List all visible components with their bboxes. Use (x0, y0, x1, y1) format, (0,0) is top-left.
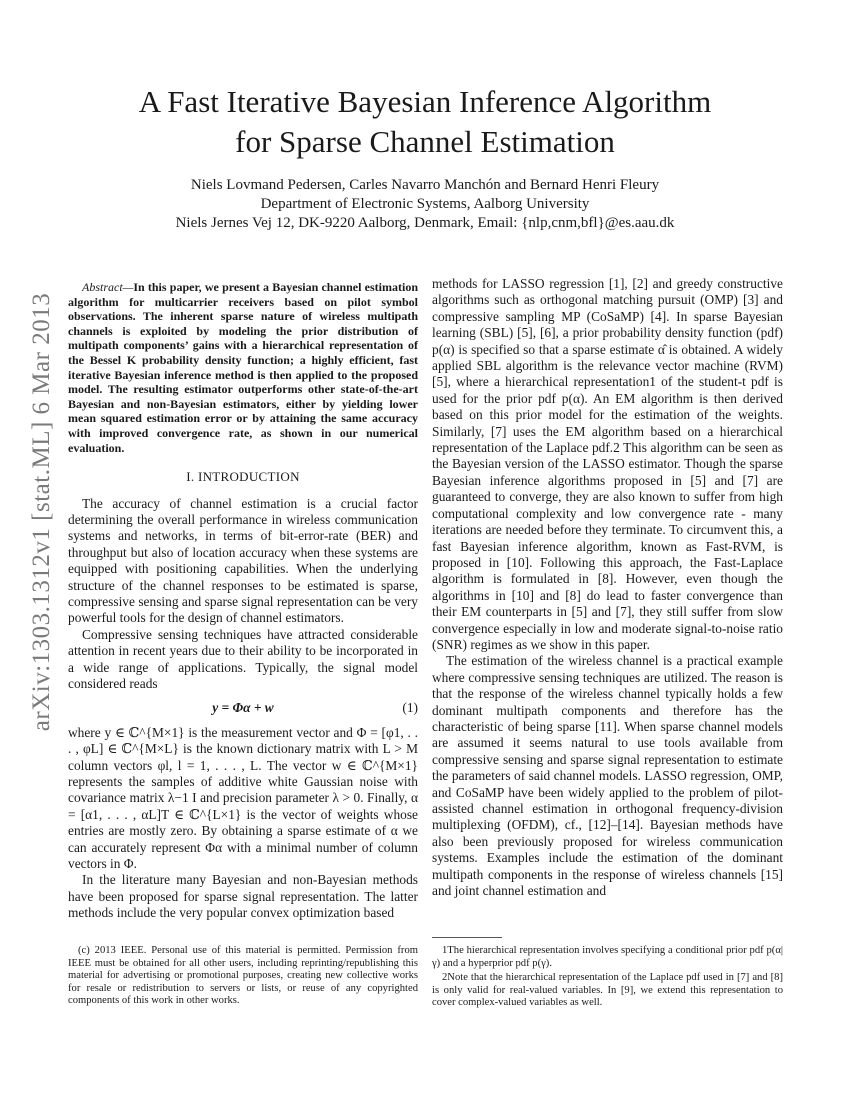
intro-paragraph-1: The accuracy of channel estimation is a crucial factor determining the overall performance in wireless communication systems and networks, in terms of bit-error-rate (BER) and throughput but also of location accuracy when these systems are equipped with positioning capabilities. When the underlying structure of the channel responses to be estimated is sparse, compressive sensing and sparse signal representation can be very powerful tools for the design of channel estimators. (68, 495, 418, 626)
author-block (90, 176, 760, 233)
arxiv-sidebar (22, 262, 62, 762)
footnote-1: 1The hierarchical representation involves specifying a conditional prior pdf p(α|γ) and a hyperprior pdf p(γ). (432, 945, 783, 969)
intro-paragraph-4: In the literature many Bayesian and non-Bayesian methods have been proposed for sparse signal representation. The latter methods include the very popular convex optimization based (68, 872, 418, 921)
copyright-notice (68, 945, 418, 1010)
title-line-2: for Sparse Channel Estimation (235, 124, 615, 159)
author-department: Department of Electronic Systems, Aalborg University (260, 196, 590, 212)
footnotes (432, 945, 783, 1012)
section-heading-introduction: I. INTRODUCTION (186, 469, 300, 485)
right-paragraph-1: methods for LASSO regression [1], [2] and greedy constructive algorithms such as orthogonal matching pursuit (OMP) [3] and compressive sampling MP (CoSaMP) [4]. In sparse Bayesian learning (SBL) [5], [6], a prior probability density function (pdf) p(α) is specified so that a sparse estimate α̂ is obtained. A widely applied SBL algorithm is the relevance vector machine (RVM) [5], where a hierarchical representation1 of the student-t pdf is used for the prior pdf p(α). An EM algorithm is then derived based on this prior model for the estimation of the weights. Similarly, [7] uses the EM algorithm based on a hierarchical representation of the Laplace pdf.2 This algorithm can be seen as the Bayesian version of the LASSO estimator. Though the sparse Bayesian inference algorithms proposed in [5] and [7] are guaranteed to converge, they are also known to suffer from high computational complexity and low convergence rate - many iterations are needed before they terminate. To circumvent this, a fast Bayesian inference algorithm, known as Fast-RVM, is proposed in [10]. Following this approach, the Fast-Laplace algorithm is formulated in [8]. However, even though the algorithms in [10] and [8] do lead to faster convergence than their EM counterparts in [5] and [7], they still suffer from slow convergence especially in low and moderate signal-to-noise ratio (SNR) regimes as we show in this paper. (432, 276, 783, 652)
footnote-rule (432, 937, 502, 938)
abstract (68, 280, 418, 455)
abstract-text: In this paper, we present a Bayesian channel estimation algorithm for multicarrier receivers based on pilot symbol observations. The inherent sparse nature of wireless multipath channels is exploited by modeling the prior distribution of multipath components’ gains with a hierarchical representation of the Bessel K probability density function; a highly efficient, fast iterative Bayesian inference method is then applied to the proposed model. The resulting estimator outperforms other state-of-the-art Bayesian and non-Bayesian estimators, either by yielding lower mean squared estimation error or by attaining the same accuracy with improved convergence rate, as shown in our numerical evaluation. (68, 280, 418, 455)
right-paragraph-2: The estimation of the wireless channel is a practical example where compressive sensing techniques are utilized. The reason is that the response of the wireless channel typically holds a few dominant multipath components and therefore has the characteristic of being sparse [11]. When sparse channel models are assumed it seems natural to use tools available from compressive sensing and sparse signal representation to estimate the parameters of said channel models. LASSO regression, OMP, and CoSaMP have been widely applied to the problem of pilot-assisted channel estimation in orthogonal frequency-division multiplexing (OFDM), cf., [12]–[14]. Bayesian methods have also been previously proposed for wireless communication systems. Examples include the estimation of the dominant multipath components in the response of wireless channels [15] and joint channel estimation and (432, 653, 783, 899)
right-column (432, 276, 783, 899)
intro-paragraph-2: Compressive sensing techniques have attracted considerable attention in recent years due to their ability to be incorporated in a wide range of applications. Typically, the signal model considered reads (68, 626, 418, 691)
equation-body: y = Φα + w (212, 700, 274, 716)
title-line-1: A Fast Iterative Bayesian Inference Algorithm (138, 84, 712, 119)
left-column (68, 280, 418, 922)
copyright-text: (c) 2013 IEEE. Personal use of this material is permitted. Permission from IEEE must be obtained for all other users, including reprinting/republishing this material for advertising or promotional purposes, creating new collective works for resale or redistribution to servers or lists, or reuse of any copyrighted components of this work in other works. (68, 945, 418, 1007)
footnote-2: 2Note that the hierarchical representation of the Laplace pdf used in [7] and [8] is only valid for real-valued variables. In [9], we extend this representation to cover complex-valued variables as well. (432, 972, 783, 1009)
paper-title (90, 82, 760, 162)
author-names: Niels Lovmand Pedersen, Carles Navarro Manchón and Bernard Henri Fleury (190, 177, 660, 193)
abstract-lead: Abstract— (82, 280, 134, 294)
equation-number: (1) (402, 700, 418, 716)
arxiv-identifier: arXiv:1303.1312v1 [stat.ML] 6 Mar 2013 (28, 292, 55, 732)
equation-1 (68, 700, 418, 716)
intro-paragraph-3: where y ∈ ℂ^{M×1} is the measurement vector and Φ = [φ1, . . . , φL] ∈ ℂ^{M×L} is the known dictionary matrix with L > M column vectors φl, l = 1, . . . , L. The vector w ∈ ℂ^{M×1} represents the samples of additive white Gaussian noise with covariance matrix λ−1 I and precision parameter λ > 0. Finally, α = [α1, . . . , αL]T ∈ ℂ^{L×1} is the vector of weights whose entries are mostly zero. By obtaining a sparse estimate of α we can accurately represent Φα with a minimal number of column vectors in Φ. (68, 724, 418, 872)
author-address: Niels Jernes Vej 12, DK-9220 Aalborg, Denmark, Email: {nlp,cnm,bfl}@es.aau.dk (175, 215, 675, 231)
